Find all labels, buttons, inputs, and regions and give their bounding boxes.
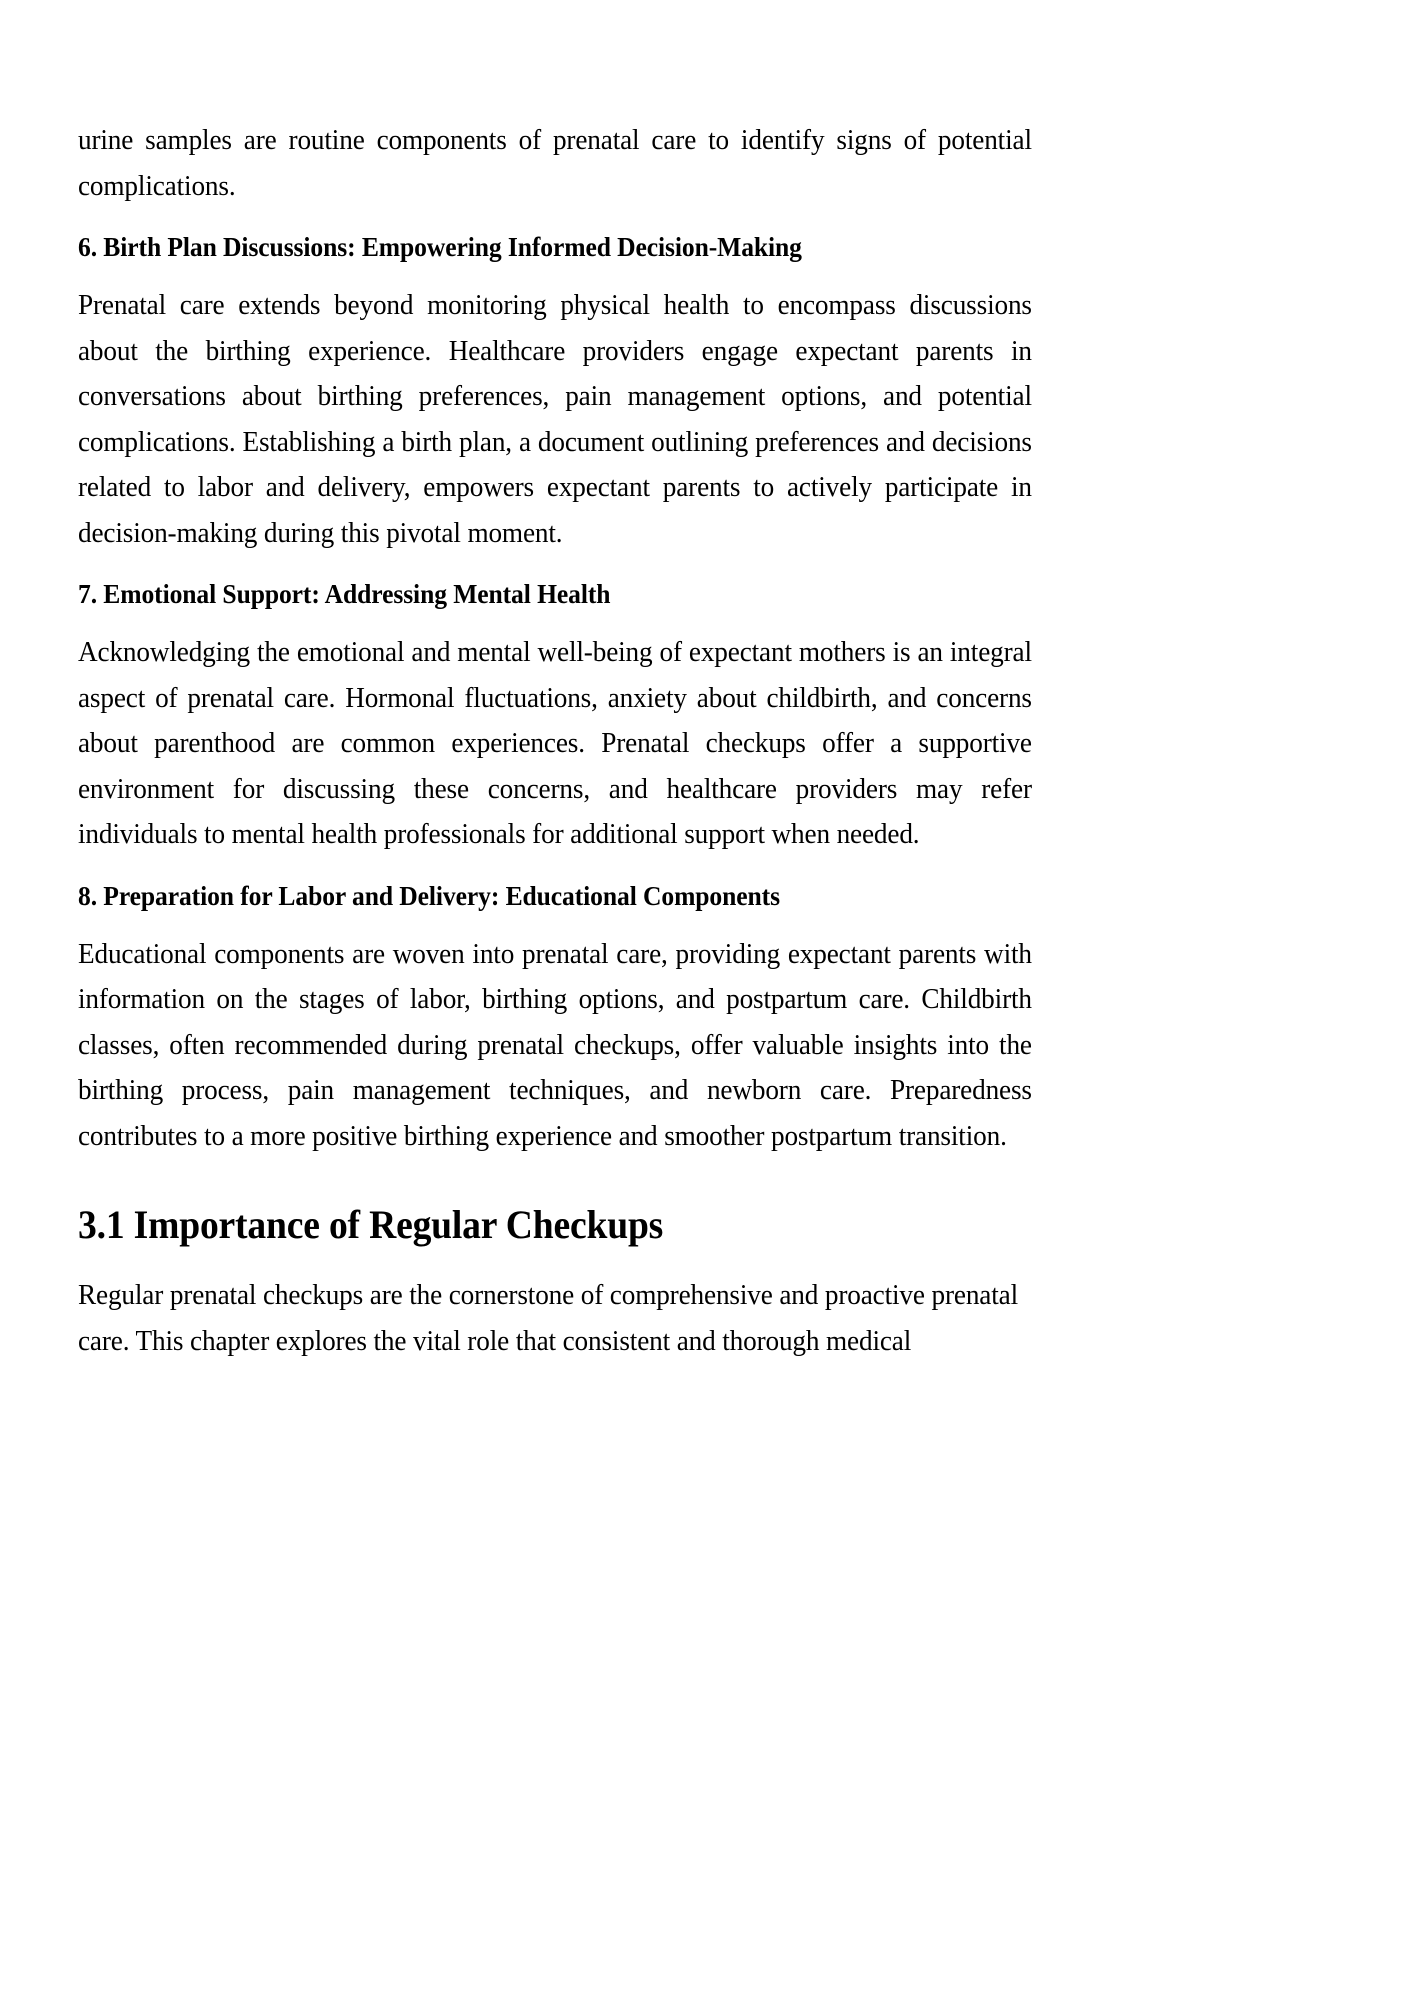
document-text-column	[78, 118, 1032, 1382]
paragraph-importance-of-regular-checkups: Regular prenatal checkups are the cornerstone of comprehensive and proactive prenatal care. This chapter explores the vital role that consistent and thorough medical	[78, 1280, 1019, 1357]
paragraph-continued-urine-samples: urine samples are routine components of prenatal care to identify signs of potential complications.	[78, 125, 1032, 202]
paragraph-preparation-for-labor: Educational components are woven into prenatal care, providing expectant parents with information on the stages of labor, birthing options, and postpartum care. Childbirth classes, often recommended during prenatal checkups, offer valuable insights into the birthing process, pain management techniques, and newborn care. Preparedness contributes to a more positive birthing experience and smoother postpartum transition.	[78, 938, 1032, 1152]
sub-heading-8-preparation-for-labor-and-delivery: 8. Preparation for Labor and Delivery: Educational Components	[78, 879, 780, 911]
paragraph-birth-plan-discussions: Prenatal care extends beyond monitoring physical health to encompass discussions about the birthing experience. Healthcare providers engage expectant parents in conversations about birthing preferences, pain management options, and potential complications. Establishing a birth plan, a document outlining preferences and decisions related to labor and delivery, empowers expectant parents to actively participate in decision-making during this pivotal moment.	[78, 290, 1032, 549]
paragraph-emotional-support: Acknowledging the emotional and mental well-being of expectant mothers is an integral aspect of prenatal care. Hormonal fluctuations, anxiety about childbirth, and concerns about parenthood are common experiences. Prenatal checkups offer a supportive environment for discussing these concerns, and healthcare providers may refer individuals to mental health professionals for additional support when needed.	[78, 637, 1032, 850]
sub-heading-6-birth-plan-discussions: 6. Birth Plan Discussions: Empowering Informed Decision-Making	[78, 231, 802, 262]
section-heading-3-1-importance-of-regular-checkups: 3.1 Importance of Regular Checkups	[78, 1202, 664, 1247]
sub-heading-7-emotional-support: 7. Emotional Support: Addressing Mental Health	[78, 578, 611, 609]
